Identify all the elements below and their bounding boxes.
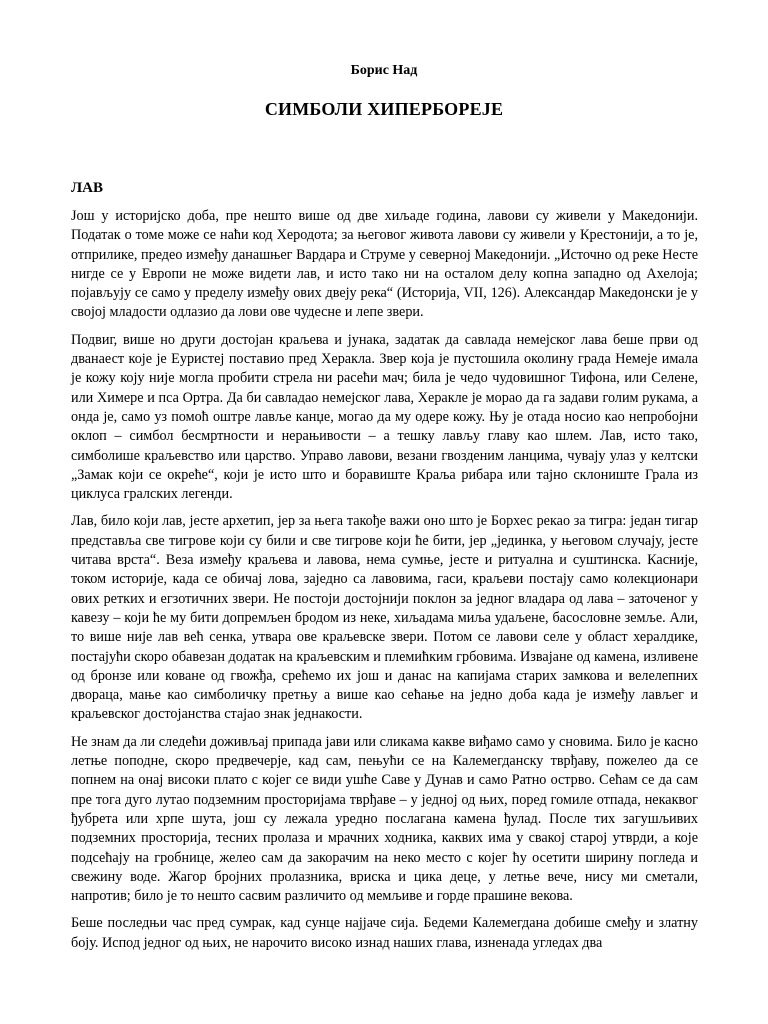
body-text <box>71 207 698 961</box>
document-title: СИМБОЛИ ХИПЕРБОРЕЈЕ <box>264 99 504 119</box>
author-name: Борис Над <box>350 63 418 78</box>
section-heading: ЛАВ <box>71 180 104 196</box>
paragraph: Још у историјско доба, пре нешто више од две хиљаде година, лавови су живели у Македонији. Податак о томе може се наћи код Херодота; за његовог живота лавови су живели у Крестонији, а то је, отприлике, предео између данашњег Вардара и Струме у северној Македонији. „Источно од реке Несте нигде се у Европи не може видети лав, и исто тако ни на осталом делу копна западно од Ахелоја; појављују се само у пределу између ових двеју река“ (Историја, VII, 126). Александар Македонски је у својој младости одлазио да лови ове чудесне и лепе звери. <box>71 208 698 321</box>
paragraph: Беше последњи час пред сумрак, кад сунце најјаче сија. Бедеми Калемегдана добише смеђу и златну боју. Испод једног од њих, не нарочито високо изнад наших глава, изненада угледах два <box>71 915 698 951</box>
paragraph: Не знам да ли следећи доживљај припада јави или сликама какве виђамо само у сновима. Било је касно летње поподне, скоро предвечерје, кад сам, пењући се на Калемегданску тврђаву, пожелео да се попнем на онај високи плато с којег се види ушће Саве у Дунав и само Ратно острво. Сећам се да сам пре тога дуго лутао подземним просторијама тврђаве – у једној од њих, поред гомиле отпада, некаквог ђубрета или хрпе шута, још су лежала уредно послагана камена ђулад. После тих загушљивих подземних просторија, тесних пролаза и мрачних ходника, каквих има у свакој старој утврди, а које подсећају на гробнице, желео сам да закорачим на неко место с којег ћу осетити ширину погледа и свежину воде. Жагор бројних пролазника, вриска и цика деце, у летње вече, нису ми сметали, напротив; било је то нешто сасвим различито од мемљиве и горде прашине векова. <box>71 733 698 905</box>
paragraph: Лав, било који лав, јесте архетип, јер за њега такође важи оно што је Борхес рекао за тигра: један тигар представља све тигрове који су били и све тигрове који ће бити, јер „јединка, у његовом случају, јесте читава врста“. Веза између краљева и лавова, нема сумње, јесте и ритуална и суштинска. Касније, током историје, када се обичај лова, заједно са лавовима, гаси, краљеви постају само колекционари ових ретких и егзотичних звери. Не постоји достојнији поклон за једног владара од лава – заточеног у кавезу – који ће му бити допремљен бродом из неке, хиљадама миља удаљене, басословне земље. Али, то више није лав већ сенка, утвара ове краљевске звери. Потом се лавови селе у област хералдике, постајући скоро обавезан додатак на краљевским и племићким грбовима. Извајане од камена, изливене од бронзе или коване од гвожђа, срећемо их још и данас на капијама старих замкова и велелепних двораца, мање као симболичку претњу а више као сећање на једно доба када је између лављег и краљевског достојанства стајао знак једнакости. <box>71 513 698 723</box>
paragraph: Подвиг, више но други достојан краљева и јунака, задатак да савлада немејског лава беше први од дванаест које је Еуристеј поставио пред Херакла. Звер која је пустошила околину града Немеје имала је кожу коју није могла пробити стрела ни расећи мач; била је чедо чудовишног Тифона, или Селене, или Химере и пса Ортра. Да би савладао немејског лава, Херакле је морао да га задави голим рукама, а онда је, само уз помоћ оштре лавље канџе, могао да му одере кожу. Њу је отада носио као непробојни оклоп – симбол бесмртности и нерањивости – а тешку лављу главу као шлем. Лав, исто тако, симболише краљевство или царство. Управо лавови, везани гвозденим ланцима, чувају улаз у келтски „Замак који се окреће“, који је исто што и боравиште Краља рибара или тајно склониште Грала из циклуса гралских легенди. <box>71 331 698 503</box>
